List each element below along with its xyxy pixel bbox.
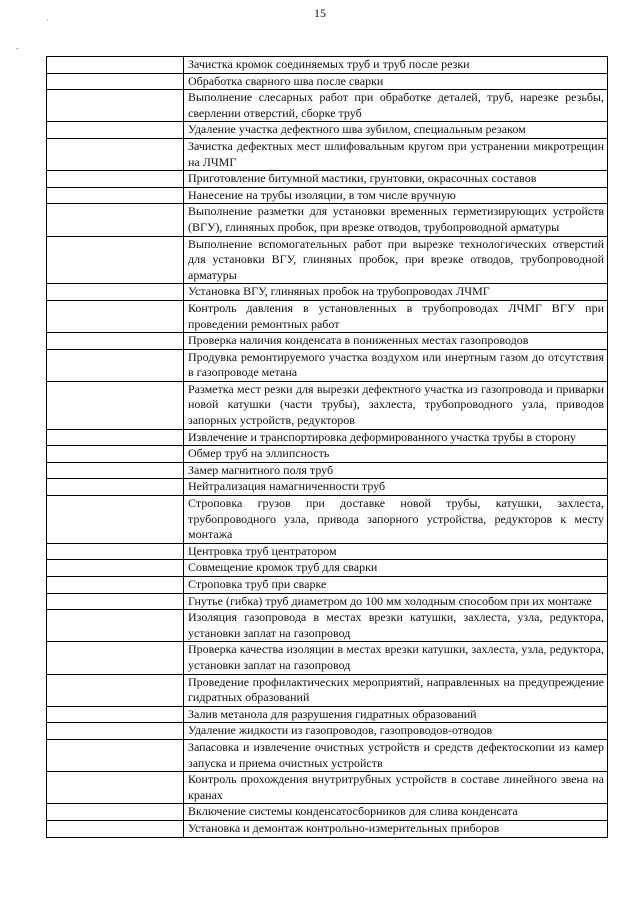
empty-cell [47, 171, 184, 188]
work-description-cell: Гнутье (гибка) труб диаметром до 100 мм холодным способом при их монтаже [184, 593, 608, 610]
work-description-cell: Установка и демонтаж контрольно-измерительных приборов [184, 820, 608, 837]
empty-cell [47, 820, 184, 837]
work-description-cell: Проверка качества изоляции в местах врезки катушки, захлеста, узла, редуктора, установки заплат на газопровод [184, 642, 608, 674]
table-row [47, 479, 608, 496]
empty-cell [47, 674, 184, 706]
empty-cell [47, 706, 184, 723]
table-row [47, 462, 608, 479]
table-row [47, 381, 608, 429]
work-description-cell: Выполнение вспомогательных работ при вырезке технологических отверстий для установки ВГУ, глиняных пробок, при врезке отводов, трубопроводной арматуры [184, 236, 608, 284]
empty-cell [47, 236, 184, 284]
empty-cell [47, 446, 184, 463]
empty-cell [47, 349, 184, 381]
work-description-cell: Замер магнитного поля труб [184, 462, 608, 479]
empty-cell [47, 381, 184, 429]
table-row [47, 236, 608, 284]
table-row [47, 642, 608, 674]
work-description-cell: Нанесение на трубы изоляции, в том числе вручную [184, 187, 608, 204]
empty-cell [47, 739, 184, 771]
table-row [47, 577, 608, 594]
scan-mark: · [46, 16, 49, 25]
table-row [47, 138, 608, 170]
page-number: 15 [314, 6, 326, 20]
table-row [47, 187, 608, 204]
work-description-cell: Продувка ремонтируемого участка воздухом или инертным газом до отсутствия в газопроводе метана [184, 349, 608, 381]
empty-cell [47, 723, 184, 740]
empty-cell [47, 610, 184, 642]
table-row [47, 429, 608, 446]
empty-cell [47, 333, 184, 350]
empty-cell [47, 187, 184, 204]
table-row [47, 804, 608, 821]
work-description-cell: Запасовка и извлечение очистных устройств и средств дефектоскопии из камер запуска и приема очистных устройств [184, 739, 608, 771]
table-row [47, 610, 608, 642]
empty-cell [47, 429, 184, 446]
empty-cell [47, 543, 184, 560]
work-description-cell: Обмер труб на эллипсность [184, 446, 608, 463]
work-description-cell: Строповка труб при сварке [184, 577, 608, 594]
empty-cell [47, 138, 184, 170]
empty-cell [47, 57, 184, 74]
work-description-cell: Контроль давления в установленных в трубопроводах ЛЧМГ ВГУ при проведении ремонтных работ [184, 300, 608, 332]
work-description-cell: Включение системы конденсатосборников для слива конденсата [184, 804, 608, 821]
table-row [47, 723, 608, 740]
table-row [47, 171, 608, 188]
work-description-cell: Изоляция газопровода в местах врезки катушки, захлеста, узла, редуктора, установки заплат на газопровод [184, 610, 608, 642]
empty-cell [47, 284, 184, 301]
table-row [47, 333, 608, 350]
empty-cell [47, 804, 184, 821]
work-description-cell: Контроль прохождения внутритрубных устройств в составе линейного звена на кранах [184, 772, 608, 804]
table-row [47, 543, 608, 560]
empty-cell [47, 496, 184, 544]
empty-cell [47, 642, 184, 674]
empty-cell [47, 300, 184, 332]
table-row [47, 300, 608, 332]
table-row [47, 284, 608, 301]
work-description-cell: Обработка сварного шва после сварки [184, 73, 608, 90]
empty-cell [47, 577, 184, 594]
empty-cell [47, 772, 184, 804]
empty-cell [47, 479, 184, 496]
table-row [47, 90, 608, 122]
work-description-cell: Залив метанола для разрушения гидратных образований [184, 706, 608, 723]
table-row [47, 560, 608, 577]
work-description-cell: Строповка грузов при доставке новой трубы, катушки, захлеста, трубопроводного узла, привода запорного устройства, редукторов к месту монтажа [184, 496, 608, 544]
empty-cell [47, 560, 184, 577]
empty-cell [47, 90, 184, 122]
table-row [47, 349, 608, 381]
table-row [47, 674, 608, 706]
work-description-cell: Проверка наличия конденсата в пониженных местах газопроводов [184, 333, 608, 350]
table-row [47, 706, 608, 723]
work-description-cell: Выполнение слесарных работ при обработке деталей, труб, нарезке резьбы, сверлении отверстий, сборке труб [184, 90, 608, 122]
table-row [47, 496, 608, 544]
work-description-cell: Нейтрализация намагниченности труб [184, 479, 608, 496]
table-row [47, 772, 608, 804]
table-row [47, 57, 608, 74]
work-description-cell: Выполнение разметки для установки временных герметизирующих устройств (ВГУ), глиняных пробок, при врезке отводов, трубопроводной арматуры [184, 204, 608, 236]
scan-mark: - [16, 44, 19, 53]
work-description-cell: Совмещение кромок труб для сварки [184, 560, 608, 577]
work-description-cell: Установка ВГУ, глиняных пробок на трубопроводах ЛЧМГ [184, 284, 608, 301]
table-row [47, 204, 608, 236]
work-description-cell: Разметка мест резки для вырезки дефектного участка из газопровода и приварки новой катушки (части трубы), захлеста, трубопроводного узла, приводов запорных устройств, редукторов [184, 381, 608, 429]
work-description-cell: Приготовление битумной мастики, грунтовки, окрасочных составов [184, 171, 608, 188]
work-description-cell: Удаление участка дефектного шва зубилом, специальным резаком [184, 122, 608, 139]
work-description-cell: Зачистка кромок соединяемых труб и труб после резки [184, 57, 608, 74]
table-row [47, 593, 608, 610]
table-row [47, 73, 608, 90]
empty-cell [47, 593, 184, 610]
work-types-table [46, 56, 608, 838]
empty-cell [47, 122, 184, 139]
table-row [47, 820, 608, 837]
table-row [47, 446, 608, 463]
table-row [47, 122, 608, 139]
table-row [47, 739, 608, 771]
empty-cell [47, 73, 184, 90]
empty-cell [47, 204, 184, 236]
work-description-cell: Центровка труб центратором [184, 543, 608, 560]
work-description-cell: Удаление жидкости из газопроводов, газопроводов-отводов [184, 723, 608, 740]
work-description-cell: Зачистка дефектных мест шлифовальным кругом при устранении микротрещин на ЛЧМГ [184, 138, 608, 170]
work-description-cell: Извлечение и транспортировка деформированного участка трубы в сторону [184, 429, 608, 446]
work-description-cell: Проведение профилактических мероприятий, направленных на предупреждение гидратных образований [184, 674, 608, 706]
empty-cell [47, 462, 184, 479]
